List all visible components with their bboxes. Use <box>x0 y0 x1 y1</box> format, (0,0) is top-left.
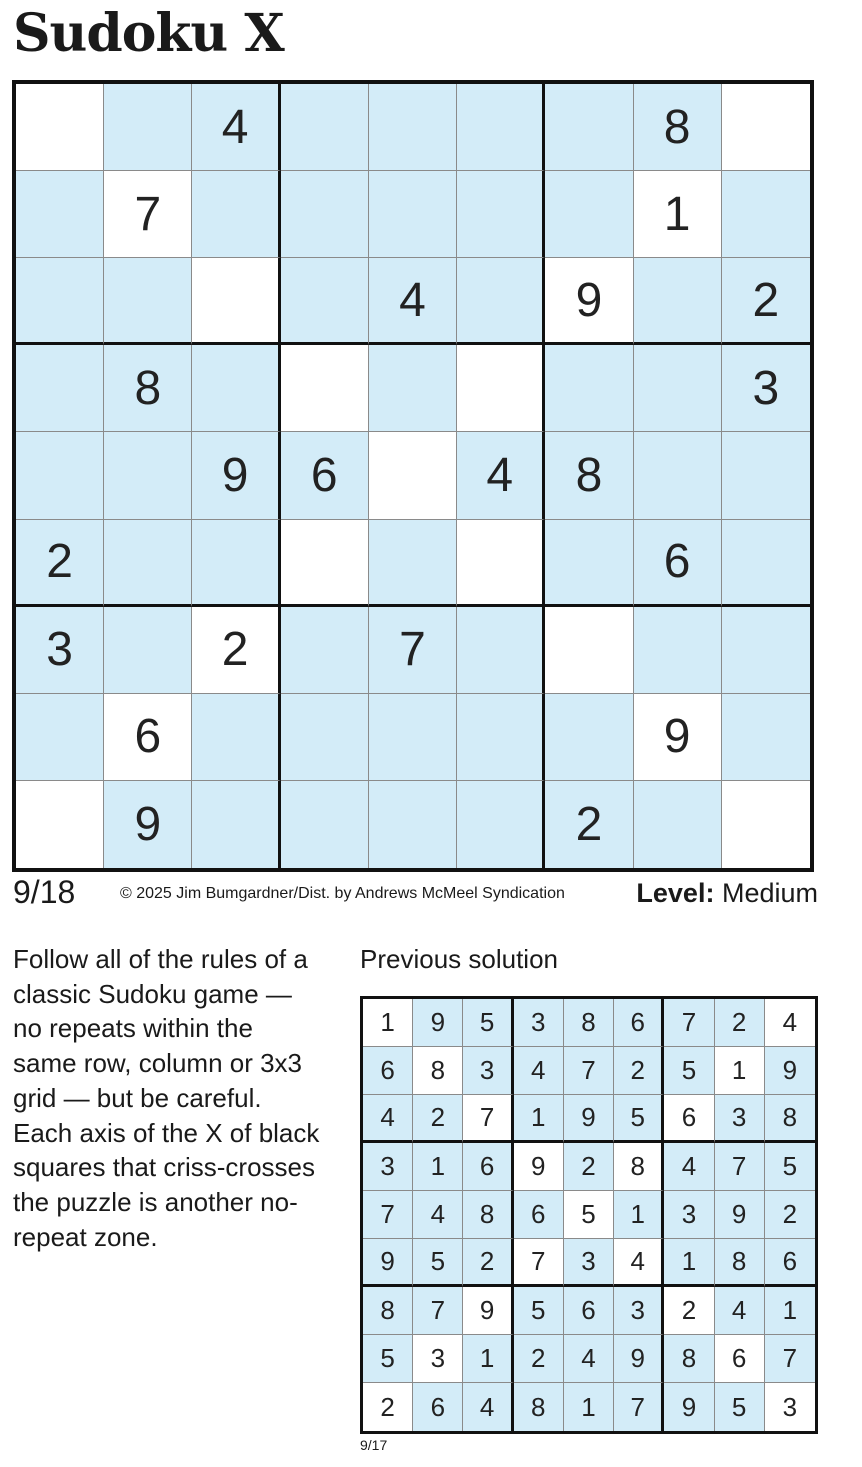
sudoku-cell[interactable] <box>634 345 722 432</box>
level-value: Medium <box>721 878 818 908</box>
sudoku-cell[interactable] <box>457 84 545 171</box>
solution-cell: 7 <box>514 1239 564 1287</box>
previous-solution-date: 9/17 <box>360 1437 388 1453</box>
sudoku-cell[interactable]: 4 <box>369 258 457 345</box>
sudoku-cell[interactable] <box>545 345 633 432</box>
sudoku-cell[interactable] <box>104 432 192 519</box>
solution-cell: 9 <box>715 1191 765 1239</box>
sudoku-cell[interactable] <box>281 84 369 171</box>
sudoku-cell[interactable] <box>281 171 369 258</box>
sudoku-cell[interactable] <box>457 171 545 258</box>
solution-cell: 7 <box>614 1383 664 1431</box>
sudoku-cell[interactable] <box>281 520 369 607</box>
solution-cell: 5 <box>463 999 513 1047</box>
sudoku-cell[interactable]: 2 <box>192 607 280 694</box>
sudoku-cell[interactable] <box>457 694 545 781</box>
solution-cell: 6 <box>514 1191 564 1239</box>
solution-cell: 9 <box>514 1143 564 1191</box>
solution-cell: 3 <box>463 1047 513 1095</box>
solution-cell: 5 <box>413 1239 463 1287</box>
sudoku-cell[interactable]: 8 <box>545 432 633 519</box>
solution-cell: 1 <box>463 1335 513 1383</box>
solution-cell: 7 <box>765 1335 815 1383</box>
solution-cell: 7 <box>413 1287 463 1335</box>
sudoku-cell[interactable] <box>369 694 457 781</box>
solution-cell: 5 <box>614 1095 664 1143</box>
sudoku-cell[interactable]: 9 <box>634 694 722 781</box>
sudoku-cell[interactable] <box>16 84 104 171</box>
solution-cell: 2 <box>463 1239 513 1287</box>
solution-cell: 8 <box>413 1047 463 1095</box>
solution-cell: 8 <box>715 1239 765 1287</box>
sudoku-cell[interactable]: 9 <box>545 258 633 345</box>
sudoku-cell[interactable] <box>369 84 457 171</box>
solution-cell: 4 <box>664 1143 714 1191</box>
sudoku-cell[interactable] <box>722 171 810 258</box>
sudoku-cell[interactable] <box>16 432 104 519</box>
solution-cell: 6 <box>564 1287 614 1335</box>
level-label: Level: <box>636 878 715 908</box>
sudoku-cell[interactable]: 8 <box>634 84 722 171</box>
sudoku-cell[interactable] <box>192 171 280 258</box>
solution-cell: 5 <box>363 1335 413 1383</box>
solution-cell: 2 <box>664 1287 714 1335</box>
sudoku-cell[interactable] <box>545 694 633 781</box>
sudoku-cell[interactable] <box>634 781 722 868</box>
sudoku-cell[interactable] <box>104 84 192 171</box>
solution-cell: 9 <box>463 1287 513 1335</box>
sudoku-cell[interactable]: 4 <box>457 432 545 519</box>
sudoku-cell[interactable] <box>369 345 457 432</box>
sudoku-cell[interactable] <box>281 258 369 345</box>
solution-cell: 6 <box>463 1143 513 1191</box>
solution-cell: 2 <box>715 999 765 1047</box>
solution-cell: 1 <box>765 1287 815 1335</box>
solution-cell: 7 <box>664 999 714 1047</box>
sudoku-cell[interactable]: 9 <box>192 432 280 519</box>
solution-cell: 7 <box>564 1047 614 1095</box>
sudoku-cell[interactable] <box>192 345 280 432</box>
sudoku-cell[interactable]: 6 <box>634 520 722 607</box>
solution-cell: 4 <box>363 1095 413 1143</box>
sudoku-cell[interactable]: 3 <box>722 345 810 432</box>
solution-cell: 3 <box>715 1095 765 1143</box>
solution-cell: 3 <box>664 1191 714 1239</box>
sudoku-cell[interactable] <box>722 781 810 868</box>
sudoku-cell[interactable] <box>281 607 369 694</box>
solution-cell: 5 <box>664 1047 714 1095</box>
sudoku-cell[interactable] <box>457 520 545 607</box>
solution-cell: 3 <box>614 1287 664 1335</box>
copyright-notice: © 2025 Jim Bumgardner/Dist. by Andrews McMeel Syndication <box>120 885 565 902</box>
sudoku-cell[interactable] <box>104 258 192 345</box>
sudoku-cell[interactable] <box>722 520 810 607</box>
solution-cell: 9 <box>363 1239 413 1287</box>
previous-solution-grid <box>360 996 818 1434</box>
sudoku-cell[interactable] <box>16 781 104 868</box>
solution-cell: 4 <box>413 1191 463 1239</box>
solution-cell: 7 <box>363 1191 413 1239</box>
solution-cell: 9 <box>614 1335 664 1383</box>
solution-cell: 8 <box>564 999 614 1047</box>
sudoku-cell[interactable] <box>457 345 545 432</box>
sudoku-cell[interactable] <box>281 694 369 781</box>
sudoku-cell[interactable]: 6 <box>104 694 192 781</box>
sudoku-cell[interactable] <box>457 781 545 868</box>
sudoku-cell[interactable]: 6 <box>281 432 369 519</box>
sudoku-cell[interactable] <box>369 781 457 868</box>
solution-cell: 4 <box>564 1335 614 1383</box>
solution-cell: 6 <box>664 1095 714 1143</box>
sudoku-cell[interactable]: 1 <box>634 171 722 258</box>
sudoku-cell[interactable]: 4 <box>192 84 280 171</box>
solution-cell: 8 <box>514 1383 564 1431</box>
sudoku-cell[interactable] <box>634 607 722 694</box>
sudoku-cell[interactable] <box>16 345 104 432</box>
solution-cell: 9 <box>564 1095 614 1143</box>
solution-cell: 8 <box>363 1287 413 1335</box>
solution-cell: 4 <box>463 1383 513 1431</box>
solution-cell: 7 <box>715 1143 765 1191</box>
difficulty-level <box>636 876 818 910</box>
solution-cell: 4 <box>514 1047 564 1095</box>
solution-cell: 3 <box>564 1239 614 1287</box>
solution-cell: 2 <box>564 1143 614 1191</box>
solution-cell: 1 <box>363 999 413 1047</box>
sudoku-cell[interactable]: 8 <box>104 345 192 432</box>
solution-cell: 2 <box>363 1383 413 1431</box>
solution-cell: 6 <box>413 1383 463 1431</box>
instructions-text: Follow all of the rules of a classic Sudoku game — no repeats within the same row, column or 3x3 grid — but be careful. Each axis of the X of black squares that criss-crosses the puzzle is another no-repeat zone. <box>13 944 320 1252</box>
sudoku-cell[interactable] <box>104 607 192 694</box>
sudoku-cell[interactable] <box>192 694 280 781</box>
solution-cell: 4 <box>614 1239 664 1287</box>
solution-cell: 4 <box>715 1287 765 1335</box>
solution-cell: 3 <box>765 1383 815 1431</box>
sudoku-cell[interactable] <box>457 258 545 345</box>
solution-cell: 6 <box>614 999 664 1047</box>
solution-cell: 2 <box>614 1047 664 1095</box>
solution-cell: 9 <box>664 1383 714 1431</box>
solution-cell: 3 <box>363 1143 413 1191</box>
solution-cell: 7 <box>463 1095 513 1143</box>
solution-cell: 9 <box>765 1047 815 1095</box>
sudoku-cell[interactable] <box>16 694 104 781</box>
sudoku-cell[interactable] <box>722 84 810 171</box>
sudoku-cell[interactable] <box>369 520 457 607</box>
solution-cell: 6 <box>715 1335 765 1383</box>
sudoku-cell[interactable]: 3 <box>16 607 104 694</box>
solution-cell: 2 <box>413 1095 463 1143</box>
sudoku-cell[interactable] <box>722 432 810 519</box>
sudoku-cell[interactable] <box>545 171 633 258</box>
sudoku-cell[interactable] <box>722 694 810 781</box>
puzzle-title: Sudoku X <box>13 3 284 64</box>
solution-cell: 8 <box>664 1335 714 1383</box>
solution-cell: 3 <box>413 1335 463 1383</box>
sudoku-cell[interactable] <box>16 171 104 258</box>
solution-cell: 5 <box>514 1287 564 1335</box>
solution-cell: 6 <box>765 1239 815 1287</box>
sudoku-cell[interactable] <box>722 607 810 694</box>
solution-cell: 8 <box>614 1143 664 1191</box>
sudoku-cell[interactable]: 7 <box>369 607 457 694</box>
sudoku-cell[interactable] <box>634 432 722 519</box>
sudoku-cell[interactable] <box>369 432 457 519</box>
solution-cell: 5 <box>715 1383 765 1431</box>
sudoku-cell[interactable] <box>192 781 280 868</box>
solution-cell: 3 <box>514 999 564 1047</box>
sudoku-cell[interactable] <box>104 520 192 607</box>
solution-cell: 4 <box>765 999 815 1047</box>
solution-cell: 1 <box>614 1191 664 1239</box>
puzzle-date: 9/18 <box>13 874 76 910</box>
sudoku-cell[interactable]: 2 <box>16 520 104 607</box>
sudoku-grid <box>12 80 814 872</box>
sudoku-cell[interactable] <box>545 607 633 694</box>
solution-cell: 2 <box>514 1335 564 1383</box>
solution-cell: 8 <box>765 1095 815 1143</box>
sudoku-cell[interactable] <box>281 345 369 432</box>
sudoku-cell[interactable] <box>192 520 280 607</box>
solution-cell: 8 <box>463 1191 513 1239</box>
solution-cell: 9 <box>413 999 463 1047</box>
solution-cell: 2 <box>765 1191 815 1239</box>
sudoku-cell[interactable]: 9 <box>104 781 192 868</box>
sudoku-cell[interactable]: 2 <box>722 258 810 345</box>
sudoku-cell[interactable]: 2 <box>545 781 633 868</box>
sudoku-cell[interactable] <box>369 171 457 258</box>
solution-cell: 1 <box>715 1047 765 1095</box>
solution-cell: 5 <box>564 1191 614 1239</box>
solution-cell: 1 <box>413 1143 463 1191</box>
sudoku-cell[interactable] <box>457 607 545 694</box>
solution-cell: 1 <box>664 1239 714 1287</box>
sudoku-cell[interactable]: 7 <box>104 171 192 258</box>
solution-cell: 1 <box>514 1095 564 1143</box>
sudoku-cell[interactable] <box>16 258 104 345</box>
sudoku-cell[interactable] <box>545 520 633 607</box>
sudoku-cell[interactable] <box>192 258 280 345</box>
sudoku-cell[interactable] <box>634 258 722 345</box>
solution-cell: 1 <box>564 1383 614 1431</box>
previous-solution-title: Previous solution <box>360 944 558 974</box>
solution-cell: 6 <box>363 1047 413 1095</box>
solution-cell: 5 <box>765 1143 815 1191</box>
sudoku-cell[interactable] <box>545 84 633 171</box>
sudoku-cell[interactable] <box>281 781 369 868</box>
